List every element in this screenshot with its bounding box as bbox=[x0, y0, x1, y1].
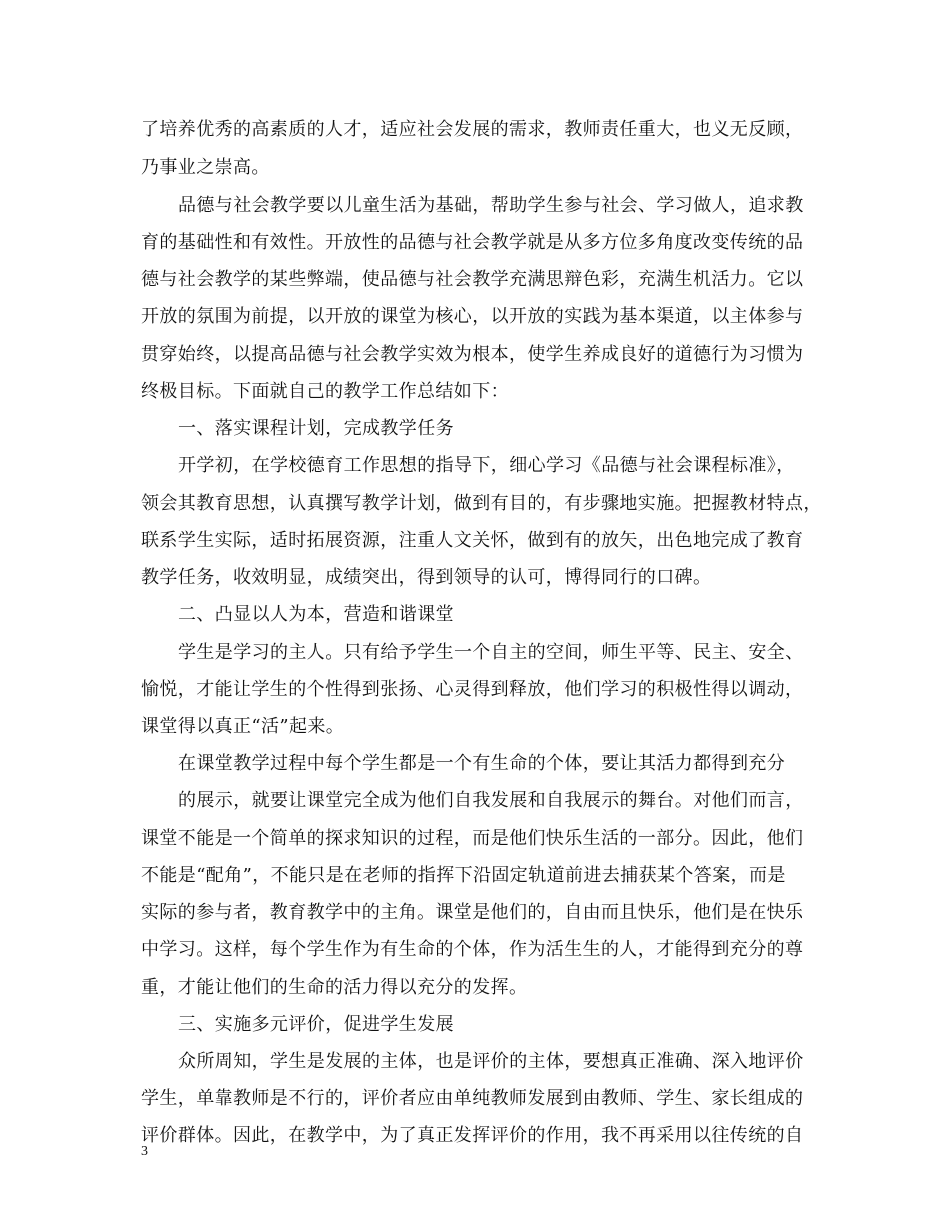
paragraph-start-line: 众所周知，学生是发展的主体，也是评价的主体，要想真正准确、深入地评价 bbox=[178, 1051, 804, 1072]
text-line: 评价群体。因此，在教学中，为了真正发挥评价的作用，我不再采用以往传统的自 bbox=[141, 1125, 804, 1146]
text-line: 中学习。这样，每个学生作为有生命的个体，作为活生生的人，才能得到充分的尊 bbox=[141, 939, 804, 960]
text-line: 贯穿始终，以提高品德与社会教学实效为根本，使学生养成良好的道德行为习惯为 bbox=[141, 344, 804, 365]
text-line: 德与社会教学的某些弊端，使品德与社会教学充满思辩色彩，充满生机活力。它以 bbox=[141, 269, 804, 290]
text-line: 了培养优秀的高素质的人才，适应社会发展的需求，教师责任重大，也义无反顾， bbox=[141, 119, 804, 140]
text-line: 的展示，就要让课堂完全成为他们自我发展和自我展示的舞台。对他们而言， bbox=[178, 790, 804, 811]
section-heading-1: 一、落实课程计划，完成教学任务 bbox=[178, 418, 454, 439]
text-line: 领会其教育思想，认真撰写教学计划，做到有目的，有步骤地实施。把握教材特点， bbox=[141, 493, 822, 514]
text-line: 育的基础性和有效性。开放性的品德与社会教学就是从多方位多角度改变传统的品 bbox=[141, 232, 804, 253]
section-heading-2: 二、凸显以人为本，营造和谐课堂 bbox=[178, 604, 454, 625]
text-line: 课堂不能是一个简单的探求知识的过程，而是他们快乐生活的一部分。因此，他们 bbox=[141, 828, 804, 849]
text-line: 终极目标。下面就自己的教学工作总结如下： bbox=[141, 381, 509, 402]
text-line: 实际的参与者，教育教学中的主角。课堂是他们的，自由而且快乐，他们是在快乐 bbox=[141, 902, 804, 923]
paragraph-start-line: 在课堂教学过程中每个学生都是一个有生命的个体，要让其活力都得到充分 bbox=[178, 753, 786, 774]
text-line: 课堂得以真正“活”起来。 bbox=[141, 716, 345, 737]
section-heading-3: 三、实施多元评价，促进学生发展 bbox=[178, 1014, 454, 1035]
text-line: 联系学生实际，适时拓展资源，注重人文关怀，做到有的放矢，出色地完成了教育 bbox=[141, 530, 804, 551]
text-line: 学生，单靠教师是不行的，评价者应由单纯教师发展到由教师、学生、家长组成的 bbox=[141, 1088, 804, 1109]
text-line: 不能是“配角”，不能只是在老师的指挥下沿固定轨道前进去捕获某个答案，而是 bbox=[141, 865, 786, 886]
page-number: 3 bbox=[141, 1144, 148, 1159]
paragraph-start-line: 品德与社会教学要以儿童生活为基础，帮助学生参与社会、学习做人，追求教 bbox=[178, 195, 804, 216]
paragraph-start-line: 学生是学习的主人。只有给予学生一个自主的空间，师生平等、民主、安全、 bbox=[178, 642, 804, 663]
text-line: 乃事业之崇高。 bbox=[141, 157, 270, 178]
paragraph-start-line: 开学初，在学校德育工作思想的指导下，细心学习《品德与社会课程标准》， bbox=[178, 455, 795, 476]
text-line: 重，才能让他们的生命的活力得以充分的发挥。 bbox=[141, 977, 528, 998]
text-line: 愉悦，才能让学生的个性得到张扬、心灵得到释放，他们学习的积极性得以调动， bbox=[141, 679, 804, 700]
text-line: 开放的氛围为前提，以开放的课堂为核心，以开放的实践为基本渠道，以主体参与 bbox=[141, 306, 804, 327]
text-line: 教学任务，收效明显，成绩突出，得到领导的认可，博得同行的口碑。 bbox=[141, 567, 712, 588]
